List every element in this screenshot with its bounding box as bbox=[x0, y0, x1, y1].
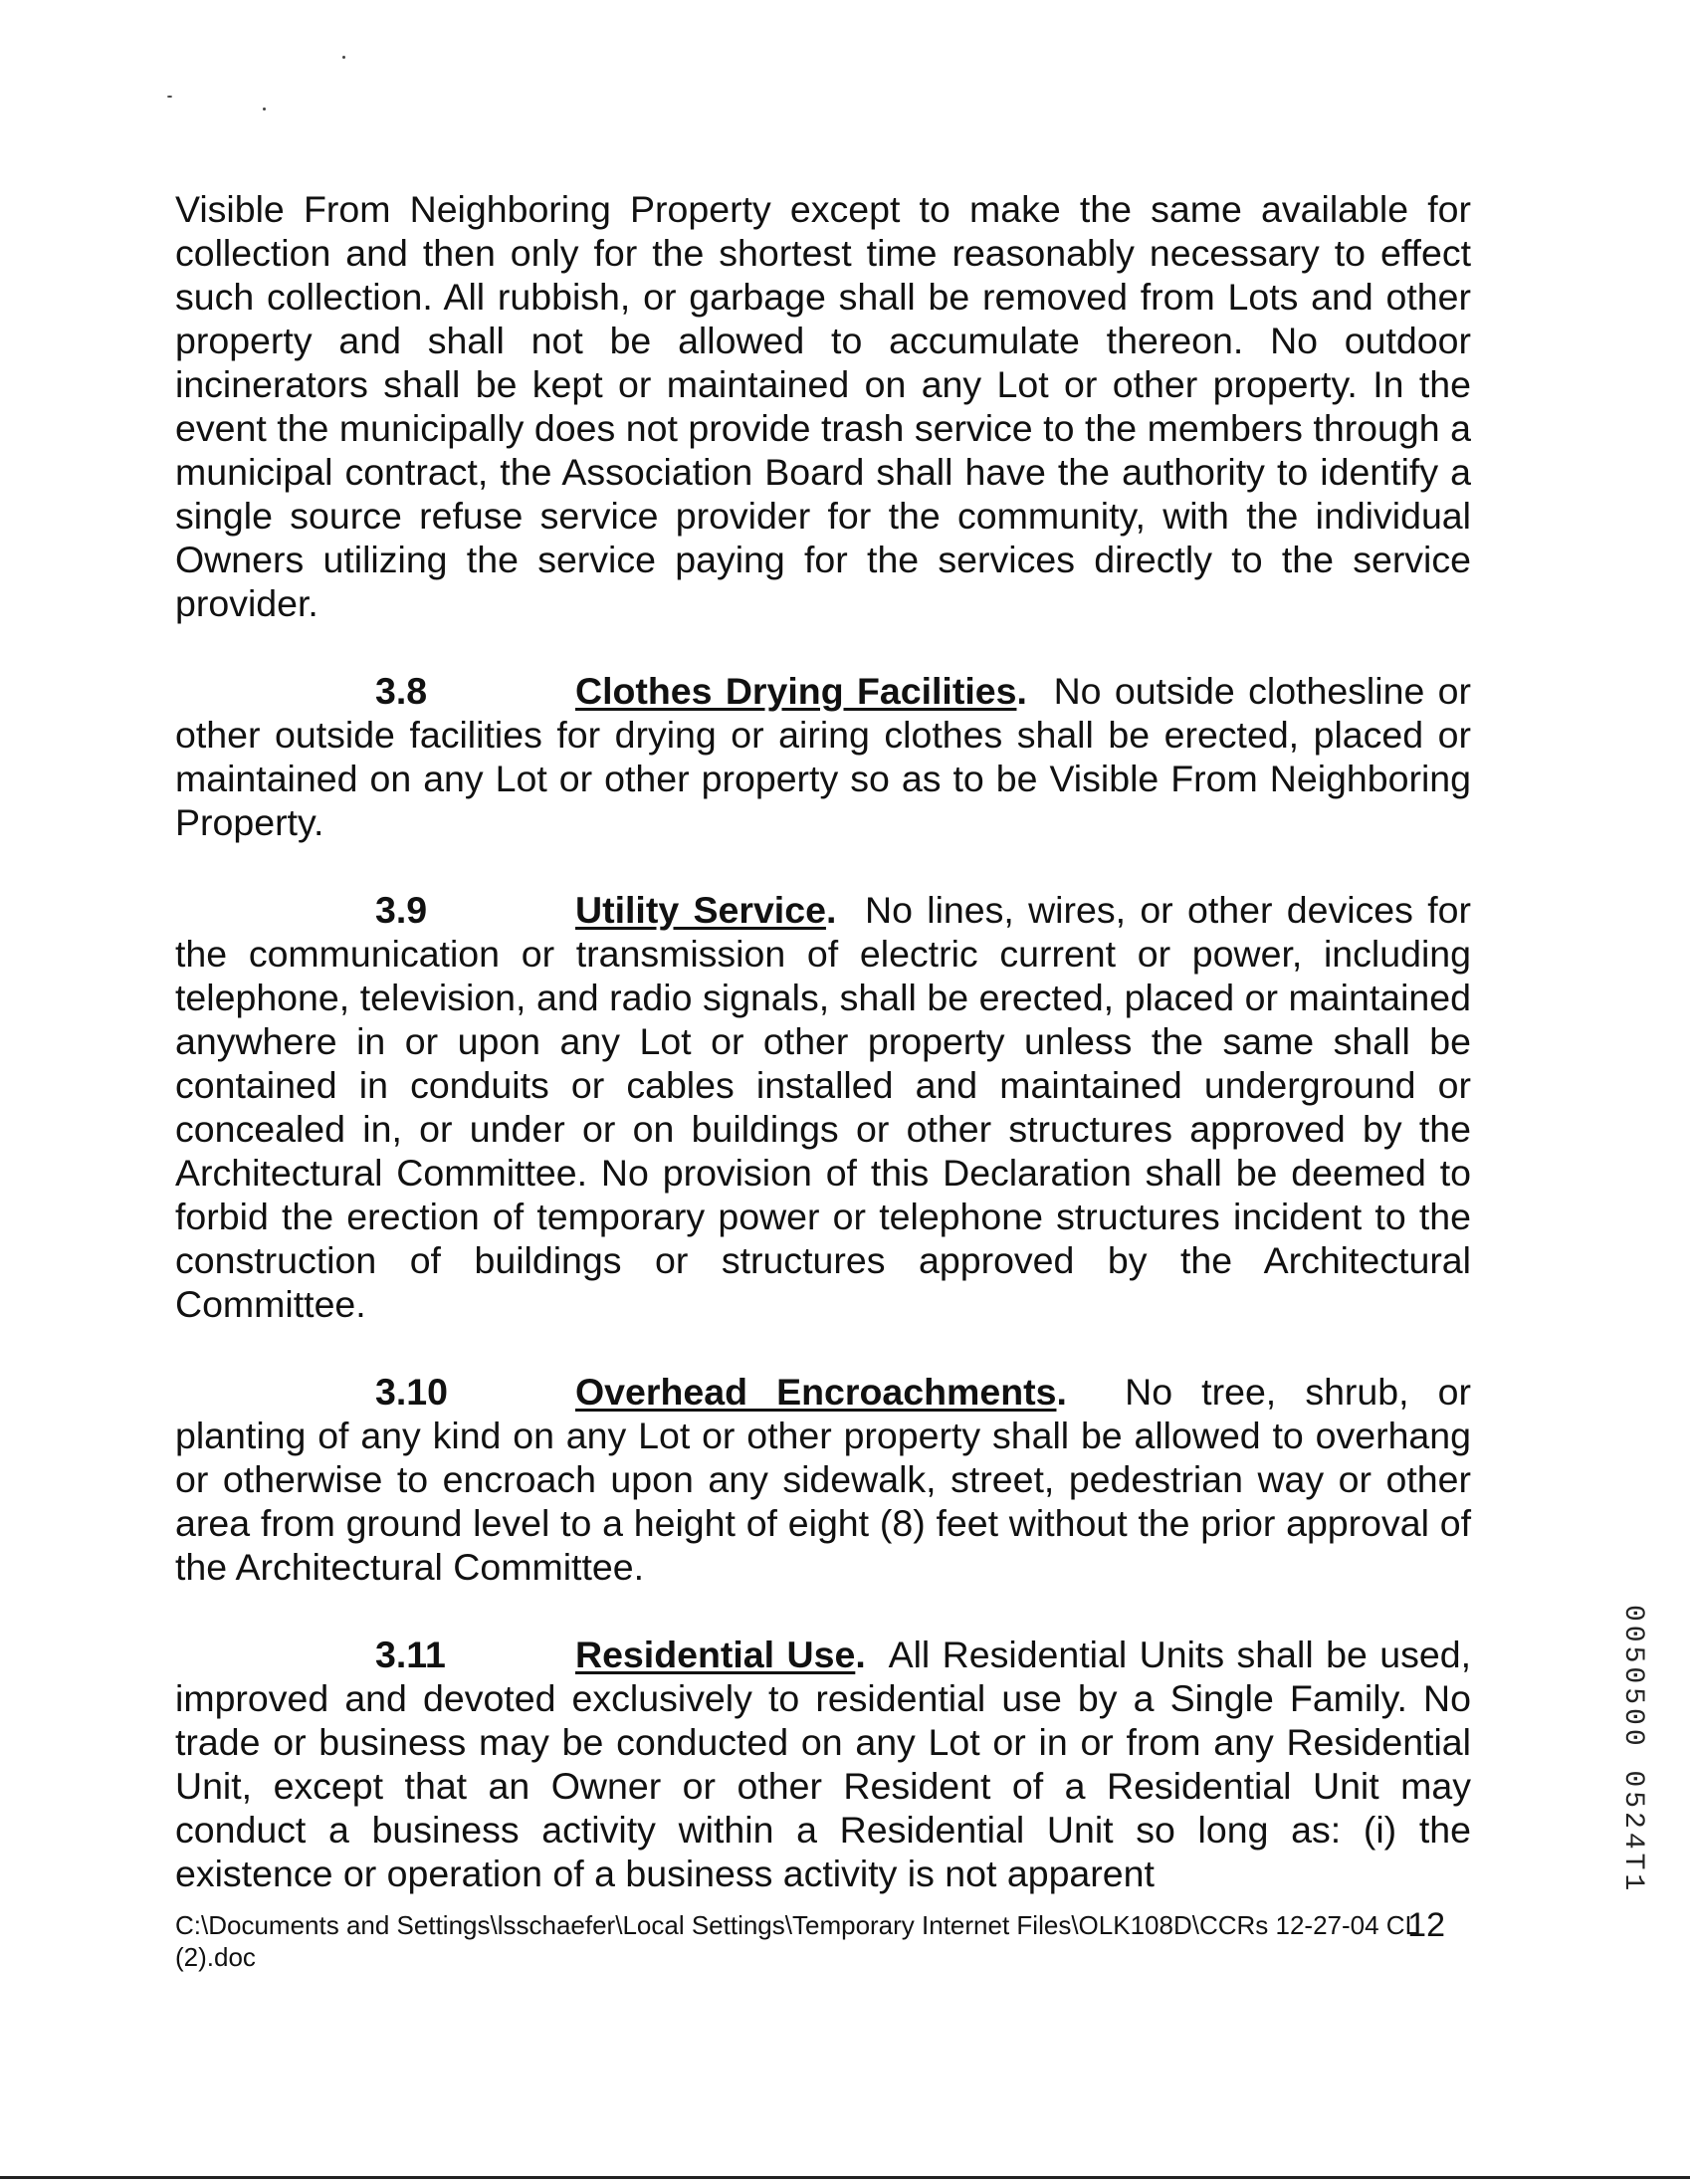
section-3-8: 3.8 Clothes Drying Facilities. No outside clothesline or other outside facilities for drying or airing clothes shall be erected, placed or maintained on any Lot or other property so as to be Visible From Neighboring Property. bbox=[175, 670, 1471, 843]
section-number: 3.10 bbox=[375, 1371, 448, 1413]
page-number: 12 bbox=[1407, 1906, 1445, 1944]
section-heading: Residential Use bbox=[575, 1634, 856, 1675]
recording-stamp: 0050500 0524T1 bbox=[1617, 1605, 1648, 1895]
section-text: No tree, shrub, or planting of any kind on any Lot or other property shall be allowed to overhang or otherwise to encroach upon any sidewalk, street, pedestrian way or other area from ground level to a height of eight (8) feet without the prior approval of the Architectural Committee. bbox=[175, 1371, 1472, 1588]
section-3-10: 3.10 Overhead Encroachments. No tree, shrub, or planting of any kind on any Lot or other property shall be allowed to overhang or otherwise to encroach upon any sidewalk, street, pedestrian way or other area from ground level to a height of eight (8) feet without the prior approval of the Architectural Committee. bbox=[175, 1371, 1472, 1588]
scan-border-line bbox=[0, 2176, 1690, 2179]
section-text: No lines, wires, or other devices for the communication or transmission of electric current or power, including telephone, television, and radio signals, shall be erected, placed or maintained anywhere in or upon any Lot or other property unless the same shall be contained in conduits or cables installed and maintained underground or concealed in, or under or on buildings or other structures approved by the Architectural Committee. No provision of this Declaration shall be deemed to forbid the erection of temporary power or telephone structures incident to the construction of buildings or structures approved by the Architectural Committee. bbox=[175, 889, 1471, 1325]
section-number: 3.8 bbox=[375, 670, 428, 712]
scan-speck bbox=[342, 56, 345, 59]
section-text: No outside clothesline or other outside facilities for drying or airing clothes shall be erected, placed or maintained on any Lot or other property so as to be Visible From Neighboring Property. bbox=[175, 670, 1471, 843]
footer-file-path: C:\Documents and Settings\lsschaefer\Local Settings\Temporary Internet Files\OLK108D\CCRs 12-27-04 CL (2).doc bbox=[175, 1910, 1419, 1972]
section-number: 3.9 bbox=[375, 889, 428, 931]
scan-speck bbox=[263, 108, 266, 110]
section-text: All Residential Units shall be used, improved and devoted exclusively to residential use by a Single Family. No trade or business may be conducted on any Lot or in or from any Residential Unit, except that an Owner or other Resident of a Residential Unit may conduct a business activity within a Residential Unit so long as: (i) the existence or operation of a business activity is not apparent bbox=[175, 1634, 1471, 1894]
intro-paragraph: Visible From Neighboring Property except to make the same available for collection and then only for the shortest time reasonably necessary to effect such collection. All rubbish, or garbage shall be removed from Lots and other property and shall not be allowed to accumulate thereon. No outdoor incinerators shall be kept or maintained on any Lot or other property. In the event the municipally does not provide trash service to the members through a municipal contract, the Association Board shall have the authority to identify a single source refuse service provider for the community, with the individual Owners utilizing the service paying for the services directly to the service provider. bbox=[175, 188, 1471, 624]
section-3-9: 3.9 Utility Service. No lines, wires, or other devices for the communication or transmission of electric current or power, including telephone, television, and radio signals, shall be erected, placed or maintained anywhere in or upon any Lot or other property unless the same shall be contained in conduits or cables installed and maintained underground or concealed in, or under or on buildings or other structures approved by the Architectural Committee. No provision of this Declaration shall be deemed to forbid the erection of temporary power or telephone structures incident to the construction of buildings or structures approved by the Architectural Committee. bbox=[175, 889, 1471, 1325]
section-number: 3.11 bbox=[375, 1634, 446, 1675]
document-body bbox=[175, 187, 1471, 1895]
section-3-11: 3.11 Residential Use. All Residential Units shall be used, improved and devoted exclusively to residential use by a Single Family. No trade or business may be conducted on any Lot or in or from any Residential Unit, except that an Owner or other Resident of a Residential Unit may conduct a business activity within a Residential Unit so long as: (i) the existence or operation of a business activity is not apparent bbox=[175, 1634, 1471, 1894]
section-heading: Overhead Encroachments bbox=[575, 1371, 1057, 1413]
section-heading: Clothes Drying Facilities bbox=[575, 670, 1017, 712]
scan-speck bbox=[167, 96, 172, 98]
page-footer bbox=[175, 1906, 1471, 1973]
section-heading: Utility Service bbox=[575, 889, 826, 931]
